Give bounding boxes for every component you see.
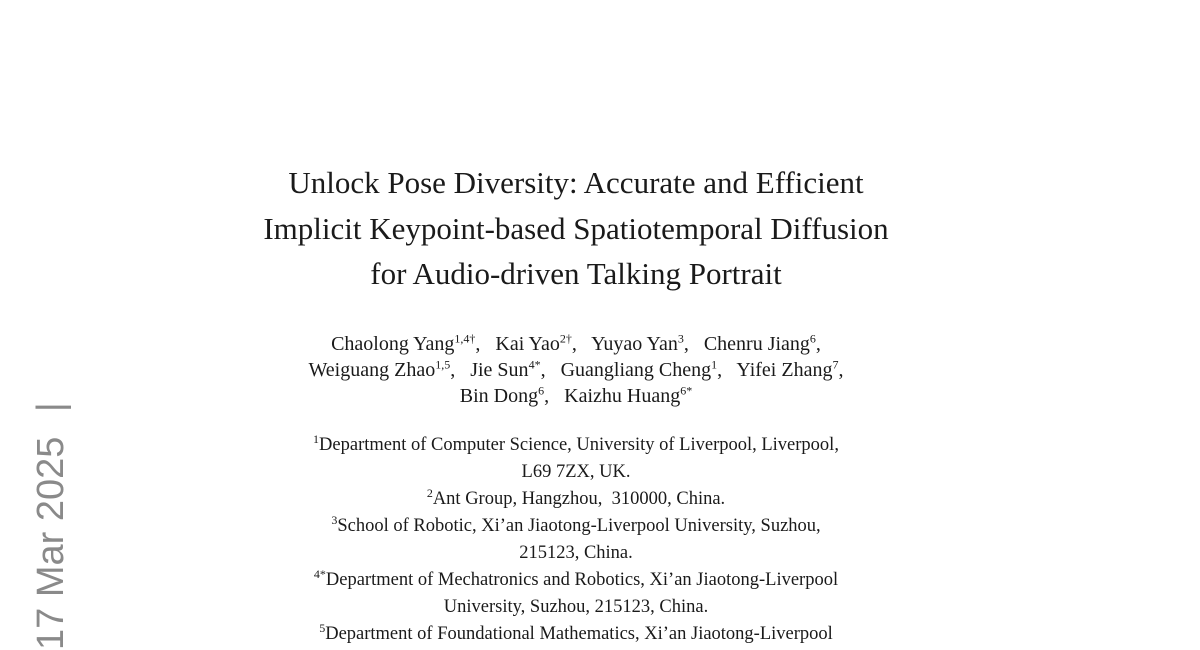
author-name: Weiguang Zhao	[308, 359, 436, 381]
affiliation-mark: 3	[331, 512, 338, 527]
affiliation-line	[200, 486, 952, 513]
author-affil-mark: 6	[809, 331, 816, 346]
affiliation-text: Department of Computer Science, University of Liverpool, Liverpool,	[319, 435, 839, 455]
author-name: Yifei Zhang	[736, 359, 833, 381]
author: Yuyao Yan$^3$,	[591, 331, 689, 355]
author-name: Kaizhu Huang	[564, 385, 681, 407]
affiliation	[200, 567, 952, 621]
affiliation-text: Ant Group, Hangzhou, 310000, China.	[432, 489, 726, 509]
affiliation-text: L69 7ZX, UK.	[521, 462, 631, 482]
affiliation-mark: 4*	[313, 566, 326, 581]
title-line: Unlock Pose Diversity: Accurate and Efficient	[288, 165, 864, 200]
arxiv-side-stamp	[30, 402, 73, 650]
paper-title	[200, 160, 952, 297]
affiliation-line	[200, 432, 952, 459]
affiliation-mark: 5	[319, 620, 326, 635]
affiliation-text: Department of Mechatronics and Robotics, Xi’an Jiaotong-Liverpool	[325, 570, 839, 590]
affiliation-line	[200, 513, 952, 540]
author-line	[200, 357, 952, 383]
affiliation-text: University, Suzhou, 215123, China.	[443, 597, 709, 617]
author-affil-mark: 6	[538, 383, 545, 398]
author-affil-mark: 2†	[559, 331, 572, 346]
affiliation-line	[200, 567, 952, 594]
author: Chaolong Yang$^{1,4\dagger}$,	[331, 331, 481, 355]
affiliation-text: School of Robotic, Xi’an Jiaotong-Liverpool University, Suzhou,	[337, 516, 821, 536]
author: Guangliang Cheng$^1$,	[560, 357, 723, 381]
author-affil-mark: 1	[711, 357, 718, 372]
affiliation-mark: 2	[426, 485, 433, 500]
arxiv-date: 17 Mar 2025	[30, 436, 72, 650]
author-name: Jie Sun	[470, 359, 529, 381]
author: Yifei Zhang$^7$,	[736, 357, 844, 381]
affiliation-list	[200, 432, 952, 648]
author-list	[200, 331, 952, 409]
affiliation	[200, 513, 952, 567]
title-line: for Audio-driven Talking Portrait	[370, 256, 782, 291]
author-affil-mark: 4*	[528, 357, 541, 372]
author-name: Kai Yao	[495, 333, 560, 355]
author-name: Chenru Jiang	[703, 333, 810, 355]
author: Chenru Jiang$^6$,	[703, 331, 821, 355]
title-line: Implicit Keypoint-based Spatiotemporal Diffusion	[263, 210, 889, 246]
author-affil-mark: 1,4†	[454, 331, 476, 346]
affiliation	[200, 486, 952, 513]
affiliation-text: 215123, China.	[519, 543, 633, 563]
author-name: Chaolong Yang	[331, 333, 455, 355]
affiliation-mark: 1	[313, 431, 320, 446]
affiliation-line	[200, 621, 952, 648]
author-line	[200, 331, 952, 357]
author-name: Bin Dong	[459, 385, 539, 407]
author-affil-mark: 6*	[680, 383, 693, 398]
author-name: Guangliang Cheng	[560, 359, 712, 381]
affiliation	[200, 621, 952, 648]
arxiv-bar: |	[30, 402, 72, 413]
affiliation	[200, 432, 952, 486]
author: Kai Yao$^{2\dagger}$,	[495, 331, 577, 355]
author: Jie Sun$^{4*}$,	[470, 357, 546, 381]
affiliation-text: Department of Foundational Mathematics, Xi’an Jiaotong-Liverpool	[325, 624, 833, 644]
author-line	[200, 383, 952, 409]
author-affil-mark: 7	[832, 357, 839, 372]
author-name: Yuyao Yan	[591, 333, 678, 355]
author-affil-mark: 3	[677, 331, 684, 346]
author: Weiguang Zhao$^{1,5}$,	[308, 357, 456, 381]
author: Bin Dong$^6$,	[459, 383, 550, 407]
author	[564, 385, 692, 407]
author-affil-mark: 1,5	[435, 357, 451, 372]
